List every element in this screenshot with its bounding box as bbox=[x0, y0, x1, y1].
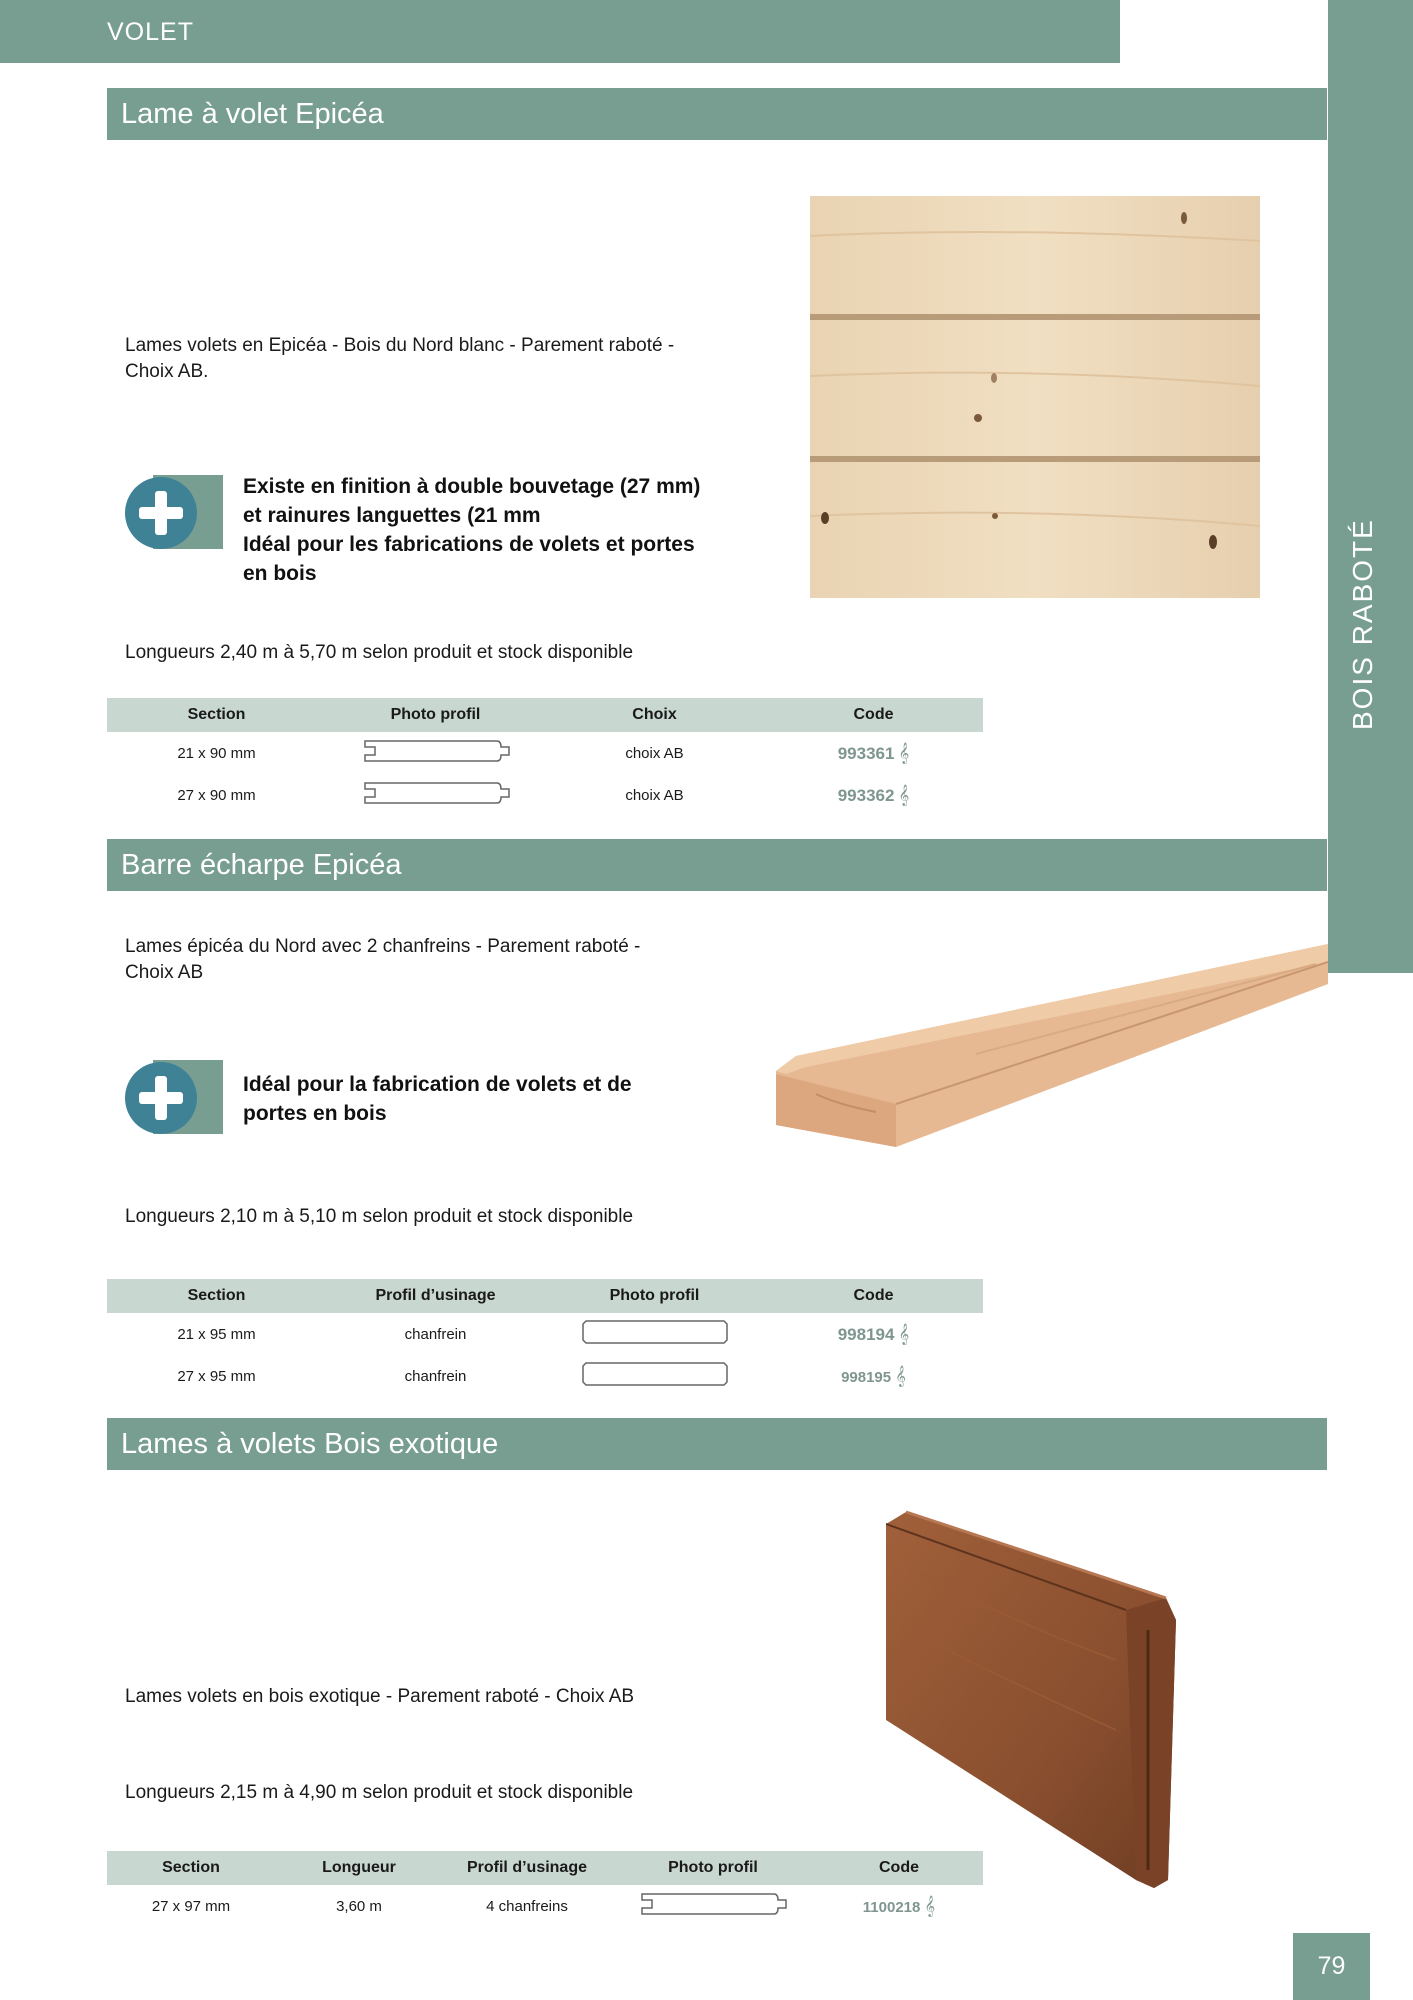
spruce-planks-photo bbox=[810, 196, 1260, 598]
product-code: 1100218 bbox=[862, 1898, 921, 1916]
sidebar-label bbox=[1347, 642, 1377, 730]
section-title-text: Lames à volets Bois exotique bbox=[121, 1428, 499, 1460]
cell-longueur: 3,60 m bbox=[336, 1897, 382, 1915]
table-row bbox=[107, 774, 983, 816]
column-header: Code bbox=[764, 1279, 983, 1313]
section-2-lengths: Longueurs 2,10 m à 5,10 m selon produit et stock disponible bbox=[125, 1206, 634, 1227]
category-title: VOLET bbox=[107, 18, 194, 46]
cell-section: 21 x 90 mm bbox=[177, 744, 256, 762]
section-1-table bbox=[107, 698, 983, 816]
product-code: 993362 bbox=[837, 785, 895, 805]
section-2-table bbox=[107, 1279, 983, 1397]
section-1-note bbox=[243, 472, 700, 588]
profile-image bbox=[326, 774, 545, 816]
note-line: portes en bois bbox=[243, 1102, 387, 1125]
column-header: Profil d’usinage bbox=[443, 1851, 611, 1885]
note-line: et rainures languettes (21 mm bbox=[243, 504, 541, 527]
plus-icon bbox=[125, 477, 197, 549]
product-code: 998195 bbox=[841, 1368, 892, 1386]
cell-code bbox=[764, 1355, 983, 1397]
product-code: 993361 bbox=[837, 743, 895, 763]
plus-badge bbox=[125, 1060, 223, 1134]
profile-image bbox=[545, 1313, 764, 1355]
music-note-icon: 𝄞 bbox=[895, 1365, 906, 1386]
column-header: Code bbox=[764, 698, 983, 732]
cell-choix: choix AB bbox=[625, 744, 684, 762]
column-header: Photo profil bbox=[611, 1851, 815, 1885]
section-title-lame-volet-epicea bbox=[107, 88, 1327, 140]
column-header: Code bbox=[815, 1851, 983, 1885]
section-title-bois-exotique bbox=[107, 1418, 1327, 1470]
section-3-table bbox=[107, 1851, 983, 1927]
column-header: Section bbox=[107, 698, 326, 732]
table-row bbox=[107, 1313, 983, 1355]
cell-section: 27 x 90 mm bbox=[177, 786, 256, 804]
note-line: en bois bbox=[243, 562, 317, 585]
section-1-lengths: Longueurs 2,40 m à 5,70 m selon produit et stock disponible bbox=[125, 642, 634, 663]
description-line: Choix AB bbox=[125, 962, 204, 983]
category-header bbox=[0, 0, 1120, 63]
plus-badge bbox=[125, 475, 223, 549]
profile-image bbox=[545, 1355, 764, 1397]
cell-section: 27 x 97 mm bbox=[151, 1897, 231, 1915]
description-line: Lames volets en Epicéa - Bois du Nord blanc - Parement raboté - bbox=[125, 335, 675, 356]
cell-profil: chanfrein bbox=[404, 1367, 467, 1385]
exotic-wood-plank-photo bbox=[886, 1510, 1182, 1890]
plus-icon bbox=[125, 1062, 197, 1134]
column-header: Section bbox=[107, 1279, 326, 1313]
music-note-icon: 𝄞 bbox=[898, 742, 910, 763]
note-line: Idéal pour les fabrications de volets et portes bbox=[243, 533, 695, 556]
table-row bbox=[107, 1885, 983, 1927]
music-note-icon: 𝄞 bbox=[898, 1323, 910, 1344]
cell-section: 27 x 95 mm bbox=[177, 1367, 256, 1385]
column-header: Photo profil bbox=[326, 698, 545, 732]
cell-choix: choix AB bbox=[625, 786, 684, 804]
description-line: Choix AB. bbox=[125, 361, 209, 382]
table-row bbox=[107, 732, 983, 774]
cell-profil: 4 chanfreins bbox=[486, 1897, 568, 1915]
cell-code bbox=[764, 1313, 983, 1355]
column-header: Choix bbox=[545, 698, 764, 732]
section-2-description bbox=[125, 934, 640, 986]
music-note-icon: 𝄞 bbox=[924, 1895, 936, 1916]
section-title-barre-echarpe bbox=[107, 839, 1327, 891]
note-line: Idéal pour la fabrication de volets et de bbox=[243, 1073, 632, 1096]
cell-code bbox=[764, 774, 983, 816]
section-3-description: Lames volets en bois exotique - Parement raboté - Choix AB bbox=[125, 1686, 635, 1707]
music-note-icon: 𝄞 bbox=[898, 784, 910, 805]
column-header: Longueur bbox=[275, 1851, 443, 1885]
cell-code bbox=[815, 1885, 983, 1927]
cell-profil: chanfrein bbox=[404, 1325, 467, 1343]
section-title-text: Barre écharpe Epicéa bbox=[121, 849, 402, 881]
table-row bbox=[107, 1355, 983, 1397]
section-3-lengths: Longueurs 2,15 m à 4,90 m selon produit et stock disponible bbox=[125, 1782, 634, 1803]
section-title-text: Lame à volet Epicéa bbox=[121, 98, 384, 130]
section-1-description bbox=[125, 333, 674, 385]
column-header: Section bbox=[107, 1851, 275, 1885]
description-line: Lames épicéa du Nord avec 2 chanfreins - Parement raboté - bbox=[125, 936, 641, 957]
sidebar-tab bbox=[1328, 0, 1413, 973]
profile-image bbox=[326, 732, 545, 774]
section-2-note bbox=[243, 1070, 632, 1128]
profile-image bbox=[611, 1885, 815, 1927]
cell-code bbox=[764, 732, 983, 774]
spruce-bar-photo bbox=[776, 944, 1328, 1150]
column-header: Profil d’usinage bbox=[326, 1279, 545, 1313]
cell-section: 21 x 95 mm bbox=[177, 1325, 256, 1343]
note-line: Existe en finition à double bouvetage (27 mm) bbox=[243, 475, 701, 498]
column-header: Photo profil bbox=[545, 1279, 764, 1313]
page-number: 79 bbox=[1293, 1933, 1370, 2000]
product-code: 998194 bbox=[837, 1324, 895, 1344]
